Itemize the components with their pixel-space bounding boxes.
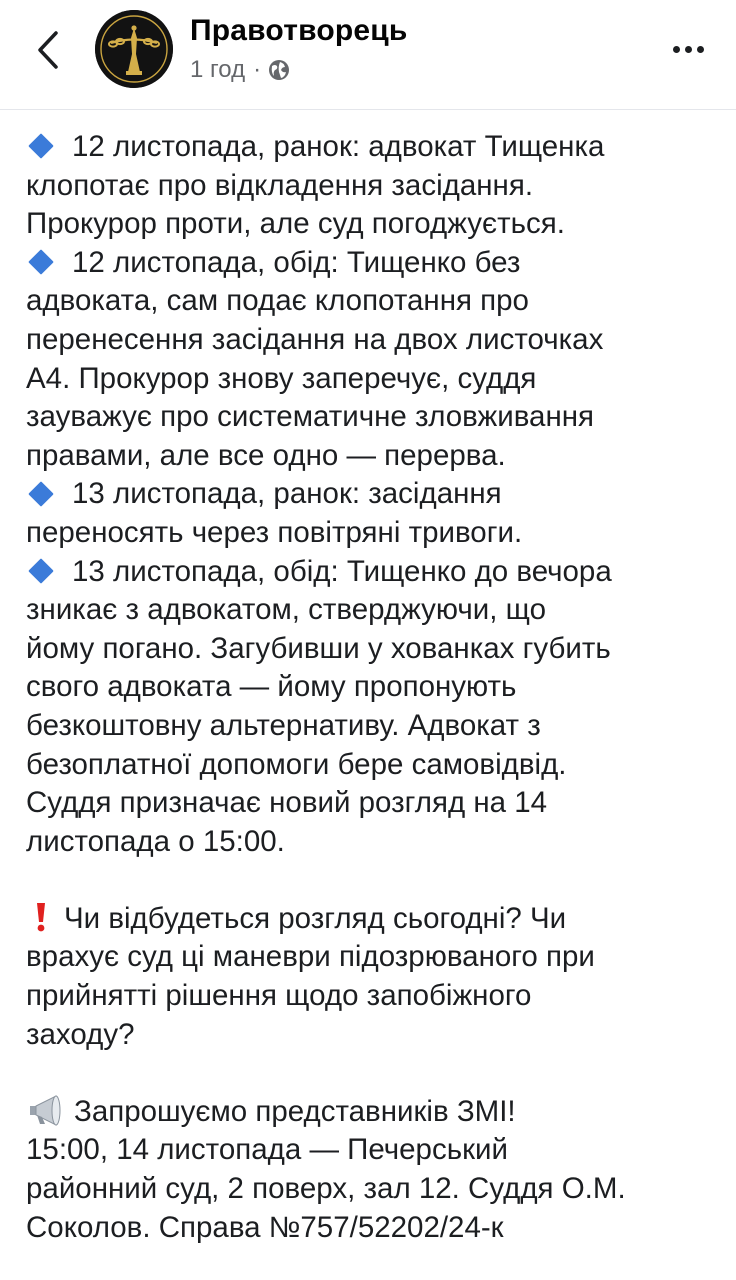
post-line: безоплатної допомоги бере самовідвід. [26, 747, 567, 781]
paragraph-gap [26, 1054, 716, 1093]
post-line: А4. Прокурор знову заперечує, суддя [26, 361, 537, 395]
post-line: правами, але все одно — перерва. [26, 438, 506, 472]
post-header [0, 0, 736, 110]
post-line: 13 листопада, обід: Тищенко до вечора [26, 553, 716, 592]
post-line: прийнятті рішення щодо запобіжного [26, 979, 532, 1013]
post-line: перенесення засідання на двох листочках [26, 322, 604, 356]
more-dot [697, 46, 704, 53]
meta-separator: · [253, 56, 262, 83]
post-line: врахує суд ці маневри підозрюваного при [26, 940, 595, 974]
post-line: адвоката, сам подає клопотання про [26, 284, 529, 318]
post-line: 12 листопада, обід: Тищенко без [26, 244, 716, 283]
post-line: Суддя призначає новий розгляд на 14 [26, 786, 548, 820]
more-dot [673, 46, 680, 53]
blue-diamond-icon [28, 249, 53, 274]
page-name[interactable]: Правотворець [190, 14, 408, 47]
chevron-left-icon [37, 30, 59, 70]
blue-diamond-icon [28, 481, 53, 506]
post-line: Запрошуємо представників ЗМІ! [26, 1093, 716, 1132]
more-dot [685, 46, 692, 53]
page-avatar[interactable] [95, 10, 173, 88]
post-line: свого адвоката — йому пропонують [26, 670, 517, 704]
exclamation-icon [32, 902, 50, 943]
post-line: листопада о 15:00. [26, 824, 285, 858]
megaphone-icon [26, 1093, 66, 1127]
back-button[interactable] [28, 26, 68, 74]
post-line: 15:00, 14 листопада — Печерський [26, 1133, 508, 1167]
blue-diamond-icon [28, 133, 53, 158]
post-line: Прокурор проти, але суд погоджується. [26, 207, 565, 241]
logo-icon [95, 10, 173, 88]
blue-diamond-icon [28, 558, 53, 583]
globe-icon [267, 58, 291, 82]
post-text [26, 128, 716, 1247]
post-line: Чи відбудеться розгляд сьогодні? Чи [26, 900, 716, 939]
post-line: йому погано. Загубивши у хованках губить [26, 631, 611, 665]
post-line: переносять через повітряні тривоги. [26, 515, 523, 549]
post-line: клопотає про відкладення засідання. [26, 168, 534, 202]
more-options-button[interactable] [666, 34, 710, 64]
post-line: зникає з адвокатом, стверджуючи, що [26, 593, 546, 627]
post-line: 13 листопада, ранок: засідання [26, 475, 716, 514]
post-line: заходу? [26, 1017, 135, 1051]
post-line: зауважує про систематичне зловживання [26, 400, 595, 434]
post-line: 12 листопада, ранок: адвокат Тищенка [26, 128, 716, 167]
post-time[interactable]: 1 год [190, 56, 246, 83]
paragraph-gap [26, 861, 716, 900]
post-line: безкоштовну альтернативу. Адвокат з [26, 708, 541, 742]
post-line: Соколов. Справа №757/52202/24-к [26, 1210, 504, 1244]
post-line: районний суд, 2 поверх, зал 12. Суддя О.М. [26, 1172, 626, 1206]
post-meta [190, 56, 291, 84]
